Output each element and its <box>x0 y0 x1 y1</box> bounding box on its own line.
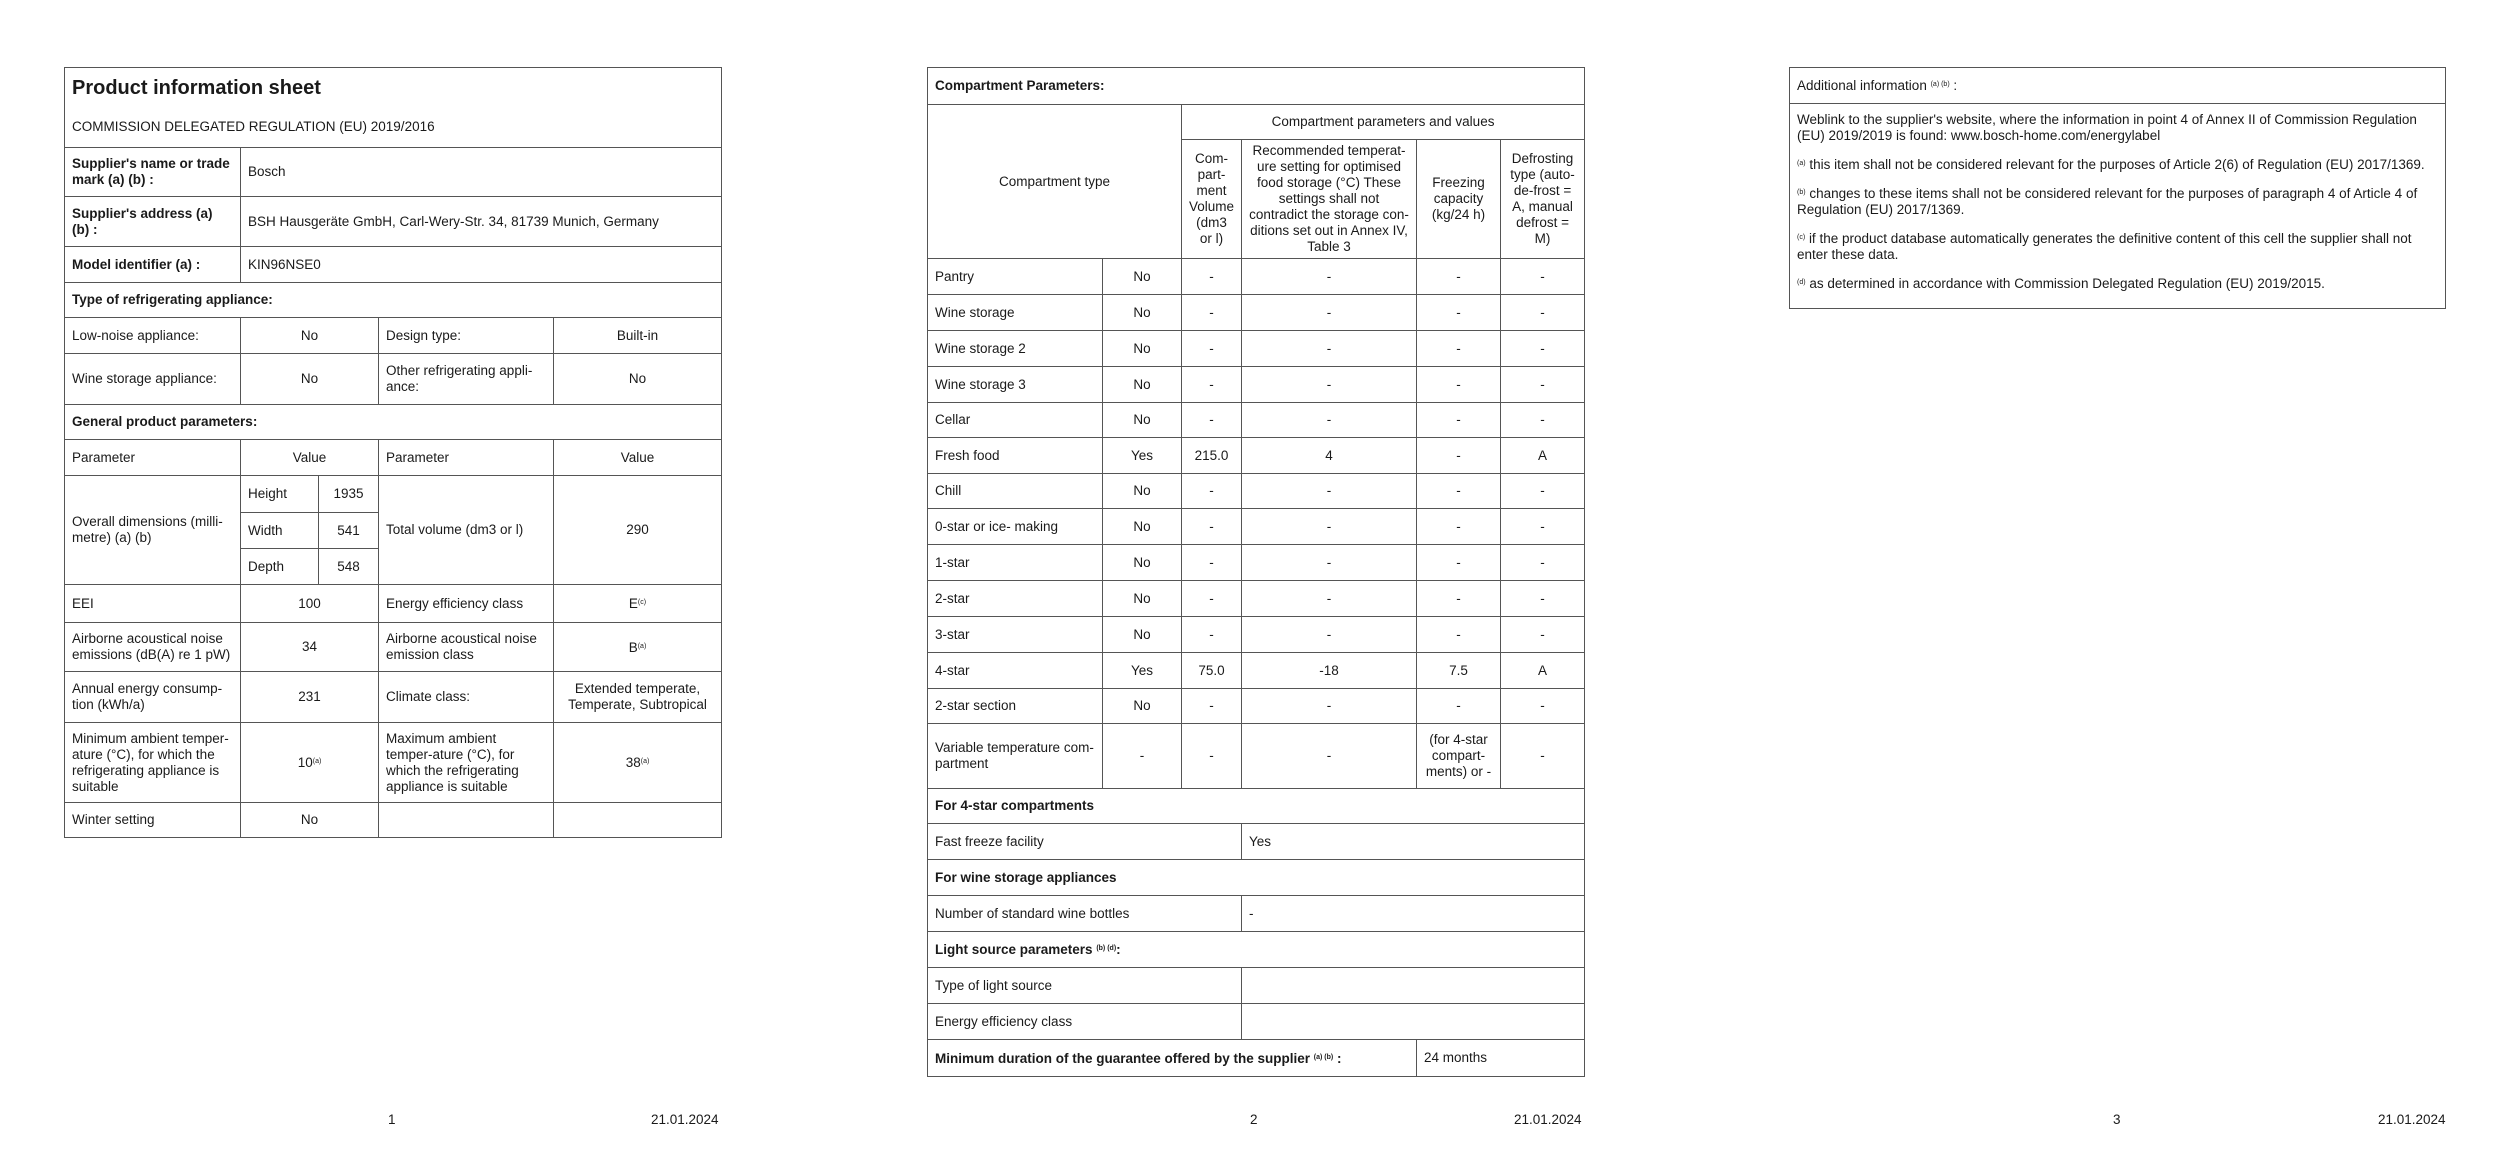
col-compartment-type: Compartment type <box>928 105 1182 259</box>
noise-class-value: $B^{(a)}$ <box>554 623 722 672</box>
depth-label: Depth <box>241 549 319 585</box>
winter-setting-label: Winter setting <box>65 803 241 838</box>
compartment-present: No <box>1103 331 1182 367</box>
model-label: Model identifier (a) : <box>65 247 241 283</box>
compartment-present: No <box>1103 509 1182 545</box>
compartment-freezing: - <box>1417 403 1501 438</box>
compartment-name: Wine storage 3 <box>928 367 1103 403</box>
winter-setting-value: No <box>241 803 379 838</box>
compartment-present: No <box>1103 367 1182 403</box>
sheet-title: Product information sheet <box>65 68 722 108</box>
variable-present: - <box>1103 724 1182 789</box>
supplier-address: BSH Hausgeräte GmbH, Carl-Wery-Str. 34, 81739 Munich, Germany <box>241 197 722 247</box>
fast-freeze-value: Yes <box>1242 824 1585 860</box>
wine-bottles-label: Number of standard wine bottles <box>928 896 1242 932</box>
compartment-freezing: - <box>1417 331 1501 367</box>
compartment-volume: - <box>1182 545 1242 581</box>
supplier-name: Bosch <box>241 148 722 197</box>
max-ambient-value: 38$^{(a)}$ <box>554 723 722 803</box>
noise-label: Airborne acoustical noise emissions (dB(A) re 1 pW) <box>65 623 241 672</box>
variable-freezing: (for 4-star compart-ments) or - <box>1417 724 1501 789</box>
guarantee-label: Minimum duration of the guarantee offered by the supplier $^{(a) (b)}$ : <box>928 1040 1417 1077</box>
compartment-name: Fresh food <box>928 438 1103 474</box>
dimensions-label: Overall dimensions (milli-metre) (a) (b) <box>65 476 241 585</box>
footnote: $^{(d)}$ as determined in accordance with Commission Delegated Regulation (EU) 2019/2015. <box>1797 276 2325 291</box>
other-appliance-label: Other refrigerating appli-ance: <box>379 354 554 405</box>
fast-freeze-label: Fast freeze facility <box>928 824 1242 860</box>
total-volume-value: 290 <box>554 476 722 585</box>
weblink-text: Weblink to the supplier's website, where the information in point 4 of Annex II of Commission Regulation (EU) 2019/2019 is found: www.bosch-home.com/energylabel <box>1797 112 2417 143</box>
col-parameter: Parameter <box>65 440 241 476</box>
compartment-freezing: - <box>1417 689 1501 724</box>
empty-cell <box>554 803 722 838</box>
compartment-freezing: - <box>1417 295 1501 331</box>
wine-storage-label: Wine storage appliance: <box>65 354 241 405</box>
min-ambient-value: 10$^{(a)}$ <box>241 723 379 803</box>
compartment-name: 2-star <box>928 581 1103 617</box>
compartment-volume: - <box>1182 403 1242 438</box>
compartment-volume: - <box>1182 259 1242 295</box>
compartment-defrost: - <box>1501 367 1585 403</box>
compartment-volume: - <box>1182 474 1242 509</box>
compartment-temp: - <box>1242 295 1417 331</box>
compartment-name: 0-star or ice- making <box>928 509 1103 545</box>
table-row <box>928 653 1585 689</box>
compartment-defrost: - <box>1501 509 1585 545</box>
compartment-volume: - <box>1182 617 1242 653</box>
supplier-name-label: Supplier's name or trade mark (a) (b) : <box>65 148 241 197</box>
depth-value: 548 <box>319 549 379 585</box>
compartment-freezing: - <box>1417 581 1501 617</box>
empty-cell <box>379 803 554 838</box>
compartment-freezing: 7.5 <box>1417 653 1501 689</box>
compartment-volume: - <box>1182 367 1242 403</box>
compartment-volume: 215.0 <box>1182 438 1242 474</box>
compartment-present: No <box>1103 295 1182 331</box>
page-2 <box>927 67 1584 1077</box>
light-type-value <box>1242 968 1585 1004</box>
col-volume: Com-part-ment Volume (dm3 or l) <box>1182 140 1242 259</box>
climate-class-value: Extended temperate, Temperate, Subtropical <box>554 672 722 723</box>
compartment-name: Pantry <box>928 259 1103 295</box>
compartment-name: Cellar <box>928 403 1103 438</box>
design-type-label: Design type: <box>379 318 554 354</box>
variable-defrost: - <box>1501 724 1585 789</box>
compartment-freezing: - <box>1417 438 1501 474</box>
climate-class-label: Climate class: <box>379 672 554 723</box>
light-type-label: Type of light source <box>928 968 1242 1004</box>
energy-class-label: Energy efficiency class <box>379 585 554 623</box>
col-defrost: Defrosting type (auto-de-frost = A, manual defrost = M) <box>1501 140 1585 259</box>
compartment-defrost: - <box>1501 403 1585 438</box>
compartment-name: 3-star <box>928 617 1103 653</box>
table-row <box>928 545 1585 581</box>
compartment-freezing: - <box>1417 474 1501 509</box>
compartment-temp: - <box>1242 474 1417 509</box>
table-row <box>928 581 1585 617</box>
eei-value: 100 <box>241 585 379 623</box>
footnote: $^{(b)}$ changes to these items shall not be considered relevant for the purposes of paragraph 4 of Article 4 of Regulation (EU) 2017/1369. <box>1797 186 2418 217</box>
compartment-defrost: A <box>1501 653 1585 689</box>
variable-compartment-label: Variable temperature com-partment <box>928 724 1103 789</box>
compartment-defrost: - <box>1501 295 1585 331</box>
compartment-temp: - <box>1242 259 1417 295</box>
compartment-present: Yes <box>1103 438 1182 474</box>
design-type-value: Built-in <box>554 318 722 354</box>
compartment-freezing: - <box>1417 509 1501 545</box>
compartment-temp: - <box>1242 331 1417 367</box>
height-label: Height <box>241 476 319 513</box>
compartment-temp: - <box>1242 509 1417 545</box>
type-heading: Type of refrigerating appliance: <box>65 283 722 318</box>
compartment-name: 1-star <box>928 545 1103 581</box>
noise-class-label: Airborne acoustical noise emission class <box>379 623 554 672</box>
compartment-volume: 75.0 <box>1182 653 1242 689</box>
compartment-volume: - <box>1182 581 1242 617</box>
table-row <box>928 367 1585 403</box>
page-number-3: 3 <box>2113 1112 2121 1127</box>
compartment-temp: - <box>1242 581 1417 617</box>
table-row <box>928 617 1585 653</box>
page-date-2: 21.01.2024 <box>1514 1112 1582 1127</box>
compartment-present: Yes <box>1103 653 1182 689</box>
page-date-1: 21.01.2024 <box>651 1112 719 1127</box>
compartment-present: No <box>1103 617 1182 653</box>
wine-heading: For wine storage appliances <box>928 860 1585 896</box>
compartment-present: No <box>1103 474 1182 509</box>
width-value: 541 <box>319 513 379 549</box>
general-heading: General product parameters: <box>65 405 722 440</box>
group-header: Compartment parameters and values <box>1182 105 1585 140</box>
compartment-volume: - <box>1182 689 1242 724</box>
page-1 <box>64 67 721 838</box>
col-value-2: Value <box>554 440 722 476</box>
additional-info-heading: Additional information $^{(a) (b)}$ : <box>1790 68 2446 104</box>
col-freezing: Freezing capacity (kg/24 h) <box>1417 140 1501 259</box>
table-row <box>928 331 1585 367</box>
compartment-freezing: - <box>1417 545 1501 581</box>
footnote: $^{(c)}$ if the product database automatically generates the definitive content of this cell the supplier shall not enter these data. <box>1797 231 2412 262</box>
compartment-volume: - <box>1182 331 1242 367</box>
compartment-temp: - <box>1242 689 1417 724</box>
compartment-volume: - <box>1182 295 1242 331</box>
compartment-temp: -18 <box>1242 653 1417 689</box>
light-class-label: Energy efficiency class <box>928 1004 1242 1040</box>
table-row <box>928 259 1585 295</box>
min-ambient-label: Minimum ambient temper-ature (°C), for which the refrigerating appliance is suitable <box>65 723 241 803</box>
wine-storage-value: No <box>241 354 379 405</box>
compartment-heading: Compartment Parameters: <box>928 68 1585 105</box>
compartment-present: No <box>1103 545 1182 581</box>
compartment-name: 2-star section <box>928 689 1103 724</box>
annual-energy-value: 231 <box>241 672 379 723</box>
compartment-table <box>927 67 1585 1077</box>
four-star-heading: For 4-star compartments <box>928 789 1585 824</box>
col-temperature: Recommended temperat-ure setting for optimised food storage (°C) These settings shall not contradict the storage con-ditions set out in Annex IV, Table 3 <box>1242 140 1417 259</box>
col-value: Value <box>241 440 379 476</box>
low-noise-value: No <box>241 318 379 354</box>
compartment-temp: - <box>1242 545 1417 581</box>
total-volume-label: Total volume (dm3 or l) <box>379 476 554 585</box>
guarantee-value: 24 months <box>1417 1040 1585 1077</box>
compartment-name: 4-star <box>928 653 1103 689</box>
compartment-defrost: - <box>1501 581 1585 617</box>
compartment-defrost: - <box>1501 259 1585 295</box>
width-label: Width <box>241 513 319 549</box>
page-date-3: 21.01.2024 <box>2378 1112 2446 1127</box>
compartment-name: Wine storage 2 <box>928 331 1103 367</box>
compartment-temp: - <box>1242 617 1417 653</box>
page-3 <box>1789 67 2446 309</box>
light-heading: Light source parameters $^{(b) (d)}$: <box>928 932 1585 968</box>
compartment-rows <box>928 259 1585 724</box>
compartment-volume: - <box>1182 509 1242 545</box>
compartment-freezing: - <box>1417 617 1501 653</box>
compartment-freezing: - <box>1417 259 1501 295</box>
table-row <box>928 509 1585 545</box>
table-row <box>928 438 1585 474</box>
page-number-2: 2 <box>1250 1112 1258 1127</box>
light-class-value <box>1242 1004 1585 1040</box>
compartment-present: No <box>1103 403 1182 438</box>
additional-info-body <box>1790 104 2446 309</box>
table-row <box>928 295 1585 331</box>
table-row <box>928 689 1585 724</box>
compartment-name: Wine storage <box>928 295 1103 331</box>
low-noise-label: Low-noise appliance: <box>65 318 241 354</box>
wine-bottles-value: - <box>1242 896 1585 932</box>
compartment-defrost: - <box>1501 545 1585 581</box>
eei-label: EEI <box>65 585 241 623</box>
compartment-temp: - <box>1242 367 1417 403</box>
compartment-present: No <box>1103 689 1182 724</box>
supplier-address-label: Supplier's address (a) (b) : <box>65 197 241 247</box>
annual-energy-label: Annual energy consump-tion (kWh/a) <box>65 672 241 723</box>
compartment-name: Chill <box>928 474 1103 509</box>
regulation-title: COMMISSION DELEGATED REGULATION (EU) 2019/2016 <box>65 108 722 148</box>
compartment-defrost: - <box>1501 689 1585 724</box>
footnote: $^{(a)}$ this item shall not be considered relevant for the purposes of Article 2(6) of Regulation (EU) 2017/1369. <box>1797 157 2425 172</box>
product-info-table <box>64 67 722 838</box>
compartment-present: No <box>1103 581 1182 617</box>
compartment-freezing: - <box>1417 367 1501 403</box>
noise-value: 34 <box>241 623 379 672</box>
variable-volume: - <box>1182 724 1242 789</box>
additional-info-table <box>1789 67 2446 309</box>
compartment-defrost: - <box>1501 617 1585 653</box>
table-row <box>928 403 1585 438</box>
footnotes <box>1797 156 2438 292</box>
table-row <box>928 474 1585 509</box>
compartment-defrost: - <box>1501 474 1585 509</box>
compartment-defrost: A <box>1501 438 1585 474</box>
model-identifier: KIN96NSE0 <box>241 247 722 283</box>
variable-temp: - <box>1242 724 1417 789</box>
page-number-1: 1 <box>388 1112 396 1127</box>
height-value: 1935 <box>319 476 379 513</box>
compartment-temp: 4 <box>1242 438 1417 474</box>
compartment-temp: - <box>1242 403 1417 438</box>
other-appliance-value: No <box>554 354 722 405</box>
compartment-present: No <box>1103 259 1182 295</box>
col-parameter-2: Parameter <box>379 440 554 476</box>
energy-class-value: $E^{(c)}$ <box>554 585 722 623</box>
compartment-defrost: - <box>1501 331 1585 367</box>
max-ambient-label: Maximum ambient temper-ature (°C), for which the refrigerating appliance is suitable <box>379 723 554 803</box>
